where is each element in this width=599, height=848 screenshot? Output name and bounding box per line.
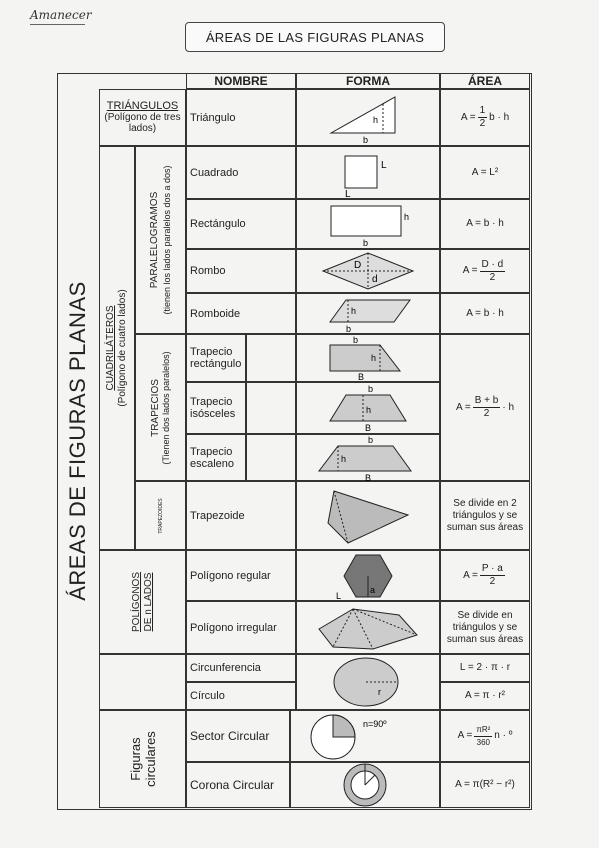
svg-text:D: D	[354, 260, 362, 271]
row-name: Corona Circular	[186, 762, 290, 808]
svg-text:B: B	[358, 372, 365, 381]
row-name: Sector Circular	[186, 710, 290, 762]
row-name-pad	[246, 382, 296, 434]
row-name: Rectángulo	[186, 199, 296, 249]
svg-text:r: r	[378, 687, 381, 697]
area-circunferencia: L = 2 · π · r	[440, 654, 530, 682]
group-trapecios	[135, 334, 186, 481]
row-name: Polígono regular	[186, 550, 296, 601]
area-rectangulo: A = b · h	[440, 199, 530, 249]
area-circulo: A = π · r²	[440, 682, 530, 710]
header-form: FORMA	[296, 73, 440, 89]
svg-text:L: L	[336, 590, 342, 601]
svg-text:b: b	[363, 238, 369, 248]
row-name: Círculo	[186, 682, 296, 710]
group-paralelogramos	[135, 146, 186, 334]
svg-text:b: b	[368, 384, 374, 394]
area-poligono-irregular: Se divide en triángulos y se suman sus áreas	[440, 601, 530, 654]
group-cuadrilateros-title: CUADRILÁTEROS	[105, 305, 116, 391]
row-name: Trapecio isósceles	[186, 382, 246, 434]
area-poligono-regular: A = $\frac{P \cdot a}{2}$	[440, 550, 530, 601]
header-area: ÁREA	[440, 73, 530, 89]
svg-text:h: h	[341, 453, 347, 464]
svg-text:b: b	[368, 434, 374, 445]
shape-trapecio-escaleno	[296, 434, 440, 481]
shape-rectangulo	[296, 199, 440, 249]
svg-text:h: h	[351, 305, 357, 316]
area-corona-circular: A = π(R² − r²)	[440, 762, 530, 808]
area-romboide: A = b · h	[440, 293, 530, 334]
shape-corona-circular	[290, 762, 440, 808]
shape-trapecio-isosceles	[296, 382, 440, 434]
group-trapecios-title: TRAPECIOS	[149, 378, 161, 437]
row-name: Rombo	[186, 249, 296, 293]
area-triangulo: A = $\frac{1}{2}$ b · h	[440, 89, 530, 146]
shape-sector-circular	[290, 710, 440, 762]
group-trapecios-sub: (Tienen dos lados paralelos)	[160, 350, 171, 465]
svg-text:h: h	[404, 212, 410, 222]
shape-poligono-irregular	[296, 601, 440, 654]
shape-cuadrado	[296, 146, 440, 199]
row-name-pad	[246, 334, 296, 382]
shape-poligono-regular	[296, 550, 440, 601]
shape-triangulo	[296, 89, 440, 146]
group-circulares-title: Figuras circulares	[127, 731, 158, 787]
group-poligonos	[99, 550, 186, 654]
group-trapezoides-title: TRAPEZOIDES	[157, 497, 164, 534]
row-name: Polígono irregular	[186, 601, 296, 654]
shape-circulo	[296, 654, 440, 710]
group-paralelogramos-sub: (tienen los lados paralelos dos a dos)	[161, 165, 172, 315]
logo-underline	[30, 24, 85, 25]
svg-text:n=90º: n=90º	[363, 719, 387, 729]
group-poligonos-sub: DE n LADOS	[142, 572, 154, 632]
side-title	[57, 73, 99, 808]
svg-text:b: b	[346, 323, 352, 334]
svg-text:d: d	[372, 274, 378, 285]
logo: Amanecer	[30, 8, 92, 22]
page-title: ÁREAS DE LAS FIGURAS PLANAS	[185, 22, 445, 52]
group-triangulos-title: TRIÁNGULOS	[106, 100, 179, 112]
shape-trapezoide	[296, 481, 440, 550]
area-cuadrado: A = L²	[440, 146, 530, 199]
svg-text:b: b	[353, 335, 359, 345]
svg-text:a: a	[370, 584, 376, 595]
row-name: Trapezoide	[186, 481, 296, 550]
area-trapecios: A = $\frac{B + b}{2}$ · h	[440, 334, 530, 481]
group-cuadrilateros	[99, 146, 135, 550]
area-sector-circular: A = $\frac{\text{πR²}}{360}$ n · º	[440, 710, 530, 762]
svg-text:B: B	[365, 472, 372, 481]
svg-text:L: L	[345, 188, 351, 198]
svg-text:B: B	[365, 423, 372, 433]
group-paralelogramos-title: PARALELOGRAMOS	[148, 191, 160, 289]
shape-romboide	[296, 293, 440, 334]
row-name: Cuadrado	[186, 146, 296, 199]
group-circle-blank	[99, 654, 186, 710]
svg-text:b: b	[363, 134, 369, 145]
row-name: Romboide	[186, 293, 296, 334]
group-trapezoides	[135, 481, 186, 550]
row-name: Triángulo	[186, 89, 296, 146]
side-title-text: ÁREAS DE FIGURAS PLANAS	[65, 280, 90, 601]
area-rombo: A = $\frac{D \cdot d}{2}$	[440, 249, 530, 293]
area-trapezoide: Se divide en 2 triángulos y se suman sus áreas	[440, 481, 530, 550]
svg-text:h: h	[371, 353, 377, 363]
shape-trapecio-rectangulo	[296, 334, 440, 382]
header-name: NOMBRE	[186, 73, 296, 89]
group-triangulos	[99, 89, 186, 146]
row-name: Circunferencia	[186, 654, 296, 682]
row-name-pad	[246, 434, 296, 481]
group-circulares	[99, 710, 186, 808]
svg-text:h: h	[373, 114, 379, 125]
svg-text:L: L	[381, 159, 387, 171]
group-poligonos-title: POLÍGONOS	[130, 571, 142, 633]
shape-rombo	[296, 249, 440, 293]
row-name: Trapecio escaleno	[186, 434, 246, 481]
group-triangulos-sub: (Polígono de tres lados)	[104, 112, 181, 134]
svg-text:h: h	[366, 405, 372, 415]
group-cuadrilateros-sub: (Polígono de cuatro lados)	[117, 289, 128, 407]
row-name: Trapecio rectángulo	[186, 334, 246, 382]
